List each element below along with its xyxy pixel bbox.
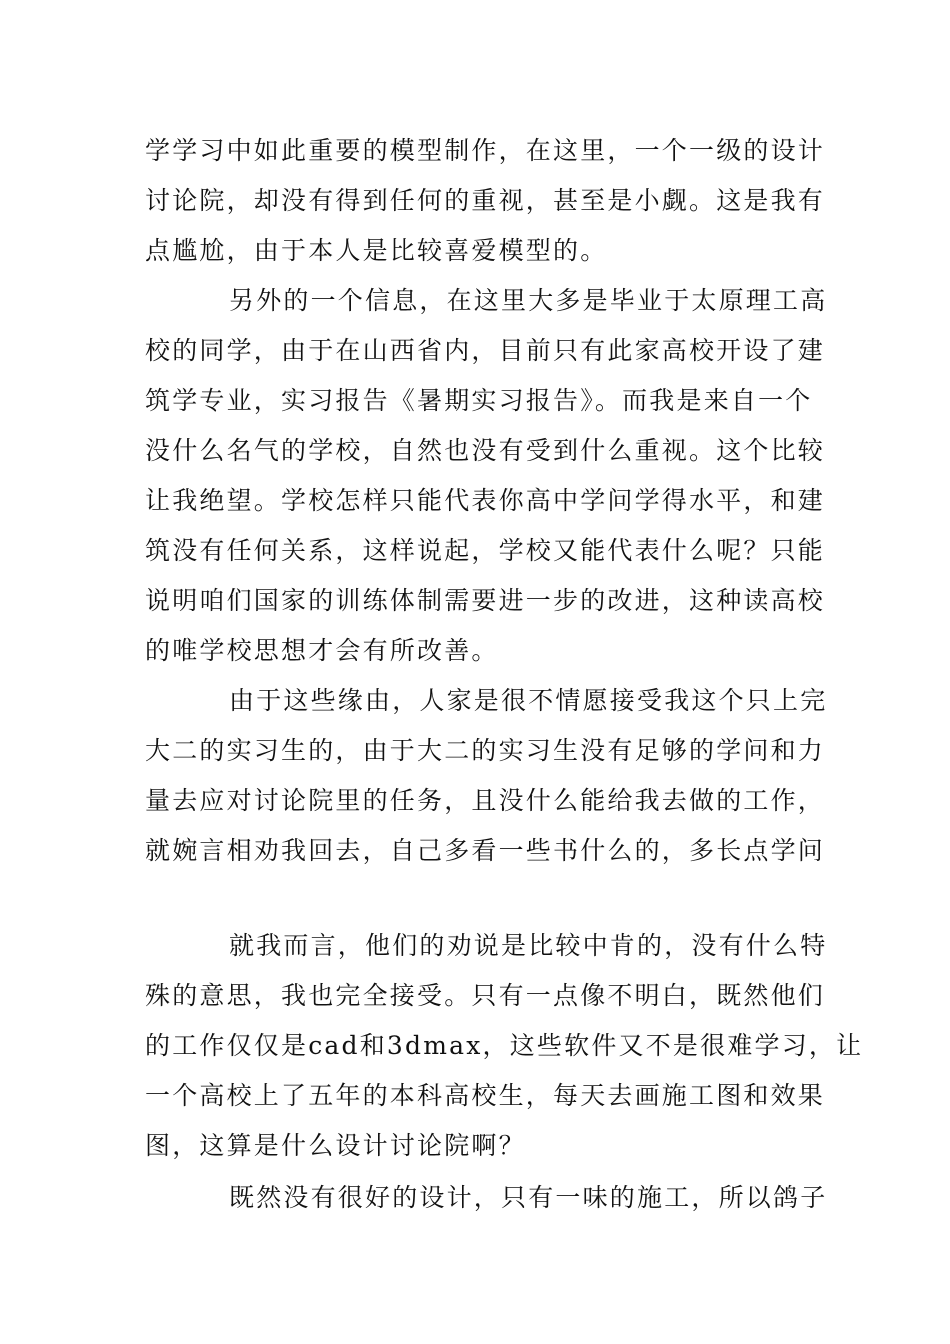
text-line: 的唯学校思想才会有所改善。	[145, 636, 499, 665]
paragraph-first-line: 另外的一个信息，在这里大多是毕业于太原理工高	[229, 286, 828, 315]
text-line: 的工作仅仅是cad和3dmax，这些软件又不是很难学习，让	[145, 1031, 864, 1060]
text-line: 说明咱们国家的训练体制需要进一步的改进，这种读高校	[145, 586, 826, 615]
paragraph-first-line: 由于这些缘由，人家是很不情愿接受我这个只上完	[229, 686, 828, 715]
text-line: 讨论院，却没有得到任何的重视，甚至是小觑。这是我有	[145, 186, 826, 215]
text-line: 大二的实习生的，由于大二的实习生没有足够的学问和力	[145, 736, 826, 765]
text-line: 殊的意思，我也完全接受。只有一点像不明白，既然他们	[145, 981, 826, 1010]
text-line: 图，这算是什么设计讨论院啊？	[145, 1131, 526, 1160]
text-line: 一个高校上了五年的本科高校生，每天去画施工图和效果	[145, 1081, 826, 1110]
text-line: 筑学专业，实习报告《暑期实习报告》。而我是来自一个	[145, 386, 813, 415]
text-line: 量去应对讨论院里的任务，且没什么能给我去做的工作，	[145, 786, 826, 815]
text-line: 没什么名气的学校，自然也没有受到什么重视。这个比较	[145, 436, 826, 465]
text-line: 就婉言相劝我回去，自己多看一些书什么的，多长点学问	[145, 836, 826, 865]
text-line: 让我绝望。学校怎样只能代表你高中学问学得水平，和建	[145, 486, 826, 515]
paragraph-first-line: 既然没有很好的设计，只有一味的施工，所以鸽子	[229, 1183, 828, 1212]
text-line: 校的同学，由于在山西省内，目前只有此家高校开设了建	[145, 336, 826, 365]
text-line: 点尴尬，由于本人是比较喜爱模型的。	[145, 236, 608, 265]
paragraph-first-line: 就我而言，他们的劝说是比较中肯的，没有什么特	[229, 931, 828, 960]
text-line: 学学习中如此重要的模型制作，在这里，一个一级的设计	[145, 136, 826, 165]
text-line: 筑没有任何关系，这样说起，学校又能代表什么呢？只能	[145, 536, 826, 565]
